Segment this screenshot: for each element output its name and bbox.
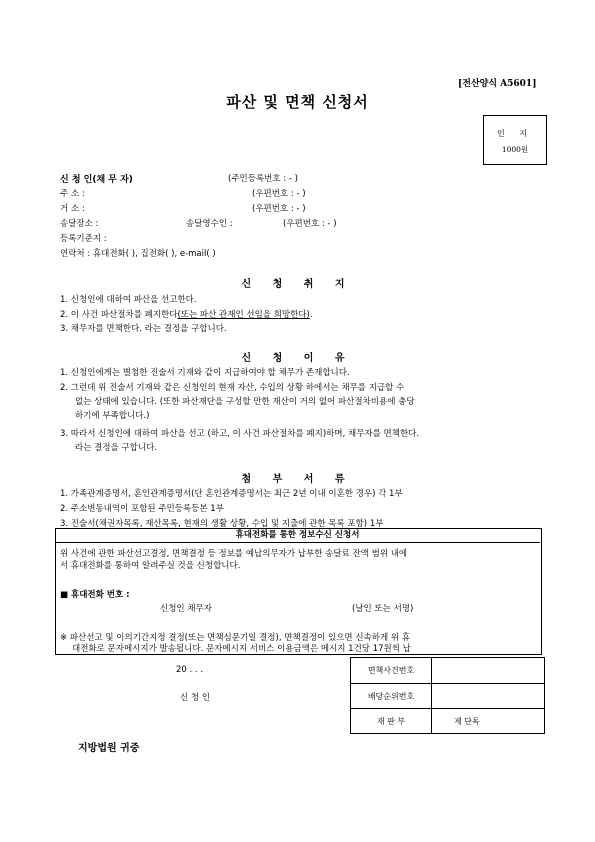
section-title-attachments: 첨 부 서 류 xyxy=(241,474,354,485)
address-postal-field: (우편번호 : - ) xyxy=(252,189,306,199)
notice-seal: (날인 또는 서명) xyxy=(352,604,414,614)
purpose-item-2-option: (또는 파산 관재인 선임을 희망한다) xyxy=(177,310,310,320)
case-number-row xyxy=(351,658,544,683)
contact-line: 연락처 : 휴대전화( ), 집전화( ), e-mail( ) xyxy=(60,249,216,259)
registry-label: 등록기준지 : xyxy=(60,234,107,244)
attachment-item-1: 1. 가족관계증명서, 혼인관계증명서(단 혼인관계증명서는 최근 2년 이내 이혼한 경우) 각 1부 xyxy=(60,489,403,499)
sms-notice-body-2: 서 휴대전화를 통하여 알려주실 것을 신청합니다. xyxy=(60,561,241,571)
date-line: 20 . . . xyxy=(176,665,204,675)
court-division-row xyxy=(351,708,544,734)
reason-line-1: 1. 신청인에게는 별첨한 진술서 기재와 같이 지급하여야 할 채무가 존재합니다. xyxy=(60,368,350,378)
resident-number-field: (주민등록번호 : - ) xyxy=(228,174,298,184)
notice-footnote-2: 대전화로 문자메시지가 발송됩니다. 문자메시지 서비스 이용금액은 메시지 1건당 17원씩 납 xyxy=(72,644,411,654)
sms-notice-body-1: 위 사건에 관한 파산선고결정, 면책결정 등 정보를 예납의무자가 납부한 송달료 잔액 범위 내에 xyxy=(60,549,408,559)
form-code: [전산양식 A5601] xyxy=(458,79,537,89)
attachment-item-3: 3. 진술서(채권자목록, 재산목록, 현재의 생활 상황, 수입 및 지출에 관한 목록 포함) 1부 xyxy=(60,519,384,529)
reason-line-2: 2. 그런데 위 진술서 기재와 같은 신청인의 현재 자산, 수입의 상황 하에서는 채무를 지급할 수 xyxy=(60,383,405,393)
attachment-item-2: 2. 주소변동내역이 포함된 주민등록등본 1부 xyxy=(60,504,224,514)
court-division-label: 재 판 부 xyxy=(351,709,432,734)
sms-notice-title: 휴대전화를 통한 정보수신 신청서 xyxy=(55,528,540,543)
case-number-value xyxy=(432,658,544,683)
stamp-amount: 1000원 xyxy=(501,145,529,154)
reason-line-5: 3. 따라서 신청인에 대하여 파산을 선고 (하고, 이 사건 파산절차를 폐지)하며, 채무자를 면책한다. xyxy=(60,429,420,439)
case-info-table xyxy=(350,657,545,734)
stamp-label: 인 지 xyxy=(497,129,533,138)
delivery-place-label: 송달장소 : xyxy=(60,219,99,229)
applicant-label: 신 청 인(채 무 자) xyxy=(60,175,133,185)
signature-label: 신 청 인 xyxy=(180,693,211,703)
dividend-rank-row xyxy=(351,683,544,709)
case-number-label: 면책사건번호 xyxy=(351,658,432,683)
address-label: 주 소 : xyxy=(60,189,85,199)
reason-line-6: 라는 결정을 구합니다. xyxy=(75,443,158,453)
dividend-rank-label: 배당순위번호 xyxy=(351,684,432,709)
notice-footnote-1: ※ 파산선고 및 이의기간지정 결정(또는 면책심문기일 결정), 면책결정이 있으면 신속하게 위 휴 xyxy=(60,633,410,643)
section-title-reason: 신 청 이 유 xyxy=(241,353,354,364)
delivery-recipient-label: 송달영수인 : xyxy=(186,219,233,229)
court-division-value: 제 단독 xyxy=(454,717,480,726)
purpose-item-1: 1. 신청인에 대하여 파산을 선고한다. xyxy=(60,295,197,305)
purpose-item-3: 3. 채무자를 면책한다. 라는 결정을 구합니다. xyxy=(60,324,227,334)
court-addressee: 지방법원 귀중 xyxy=(78,743,140,754)
reason-line-3: 없는 상태에 있습니다. (또한 파산재단을 구성할 만한 재산이 거의 없어 파산절차비용에 충당 xyxy=(75,397,415,407)
residence-label: 거 소 : xyxy=(60,204,85,214)
reason-line-4: 하기에 부족합니다.) xyxy=(75,411,150,421)
section-title-purpose: 신 청 취 지 xyxy=(241,279,354,290)
mobile-phone-label: ■ 휴대전화 번호 : xyxy=(60,590,130,600)
residence-postal-field: (우편번호 : - ) xyxy=(252,204,306,214)
notice-signer: 신청인 채무자 xyxy=(160,604,212,614)
dividend-rank-value xyxy=(432,684,544,709)
page-title: 파산 및 면책 신청서 xyxy=(226,93,369,111)
delivery-postal-field: (우편번호 : - ) xyxy=(283,219,337,229)
purpose-item-2: 2. 이 사건 파산절차를 폐지한다(또는 파산 관재인 선임을 희망한다). xyxy=(60,310,313,320)
revenue-stamp-box xyxy=(483,115,547,165)
